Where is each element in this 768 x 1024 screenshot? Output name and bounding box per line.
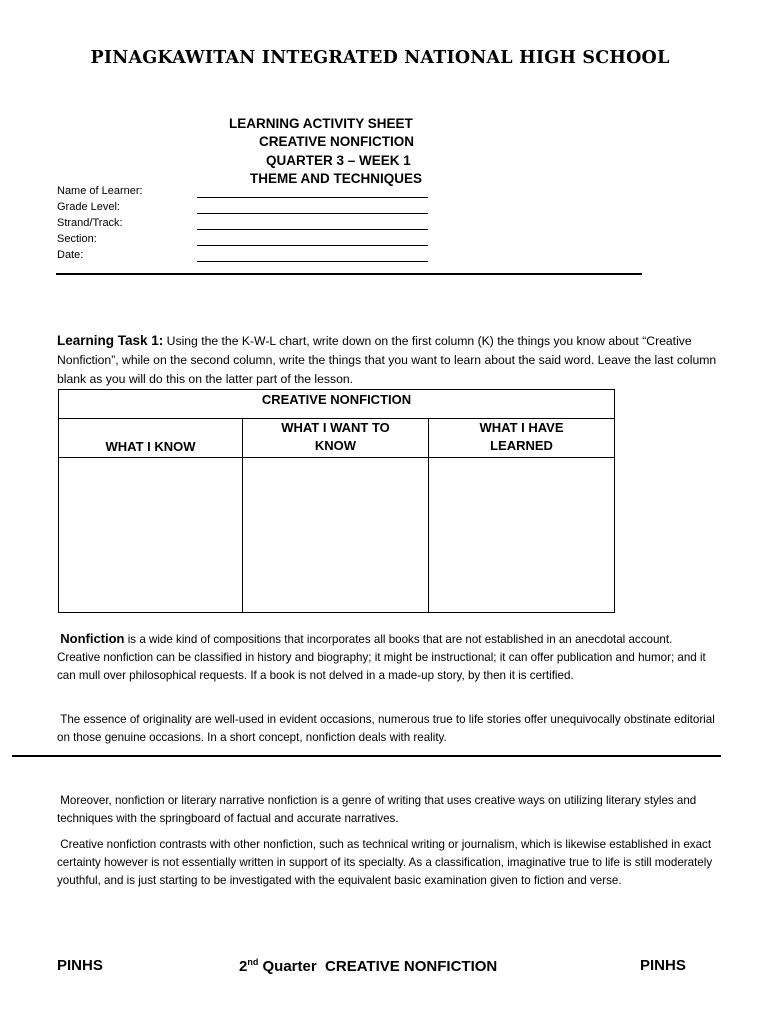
kwl-header-want: [243, 419, 429, 458]
date-field[interactable]: [197, 249, 428, 262]
form-label: Strand/Track:: [57, 217, 123, 229]
form-row-date: [57, 249, 83, 261]
kwl-cell-learned[interactable]: [429, 458, 615, 613]
paragraph-literary-nonfiction: [57, 792, 717, 828]
quarter-week: QUARTER 3 – WEEK 1: [266, 153, 411, 168]
strand-field[interactable]: [197, 217, 428, 230]
paragraph-nonfiction-definition: [57, 630, 717, 685]
section-field[interactable]: [197, 233, 428, 246]
school-name: PINAGKAWITAN INTEGRATED NATIONAL HIGH SCHOOL: [90, 48, 670, 68]
paragraph-contrast: [57, 836, 717, 890]
kwl-header-learned: [429, 419, 615, 458]
name-field[interactable]: [197, 185, 428, 198]
nonfiction-term: Nonfiction: [60, 631, 125, 646]
paragraph-text: Creative nonfiction contrasts with other nonfiction, such as technical writing or journalism, which is likewise established in exact certainty however is not essentially written in support of its specialty. As a classification, imaginative true to life is still moderately youthful, and is just starting to be investigated with the equivalent basic examination given to fiction and verse.: [57, 838, 713, 887]
learning-task-instructions: [57, 331, 717, 389]
subject-title: CREATIVE NONFICTION: [259, 134, 414, 149]
form-row-name: [57, 185, 143, 197]
paragraph-text: is a wide kind of compositions that incorporates all books that are not established in an anecdotal account. Creative nonfiction can be classified in history and biography; it might be instructional; it can offer publication and humor; and it can mull over philosophical requests. If a book is not delved in a made-up story, by then it is certified.: [57, 633, 706, 682]
kwl-cell-want[interactable]: [243, 458, 429, 613]
section-divider: [12, 755, 721, 757]
form-row-strand: [57, 217, 123, 229]
footer-left: PINHS: [57, 957, 103, 974]
footer-quarter-number: 2: [239, 958, 248, 975]
footer-right: PINHS: [640, 957, 686, 974]
paragraph-text: The essence of originality are well-used in evident occasions, numerous true to life stories offer unequivocally obstinate editorial on those genuine occasions. In a short concept, nonfiction deals with reality.: [57, 713, 715, 744]
footer-ordinal: nd: [247, 957, 259, 967]
form-label: Name of Learner:: [57, 185, 143, 197]
task-text: Using the the K-W-L chart, write down on the first column (K) the things you know about “Creative Nonfiction”, while on the second column, write the things that you want to learn about the said word. Leave the last column blank as you will do this on the latter part of the lesson.: [57, 334, 717, 386]
footer-center: [239, 957, 497, 975]
kwl-header-want-line2: KNOW: [314, 438, 357, 453]
kwl-cell-know[interactable]: [59, 458, 243, 613]
paragraph-originality: [57, 711, 717, 747]
kwl-header-learned-line2: LEARNED: [490, 438, 553, 453]
task-label: Learning Task 1:: [57, 333, 164, 348]
grade-field[interactable]: [197, 201, 428, 214]
sheet-title: LEARNING ACTIVITY SHEET: [229, 116, 413, 131]
paragraph-text: Moreover, nonfiction or literary narrative nonfiction is a genre of writing that uses creative ways on utilizing literary styles and techniques with the springboard of factual and accurate narratives.: [57, 794, 697, 825]
form-row-grade: [57, 201, 120, 213]
form-label: Section:: [57, 233, 97, 245]
form-label: Grade Level:: [57, 201, 120, 213]
footer-course: Quarter CREATIVE NONFICTION: [258, 958, 498, 975]
kwl-header-know: WHAT I KNOW: [59, 419, 243, 458]
kwl-chart: [58, 389, 615, 613]
header-divider: [56, 273, 642, 275]
form-row-section: [57, 233, 97, 245]
kwl-header-want-line1: WHAT I WANT TO: [281, 420, 390, 435]
kwl-header-learned-line1: WHAT I HAVE: [479, 420, 564, 435]
form-label: Date:: [57, 249, 84, 261]
kwl-title: CREATIVE NONFICTION: [59, 390, 615, 419]
topic-title: THEME AND TECHNIQUES: [250, 171, 423, 186]
